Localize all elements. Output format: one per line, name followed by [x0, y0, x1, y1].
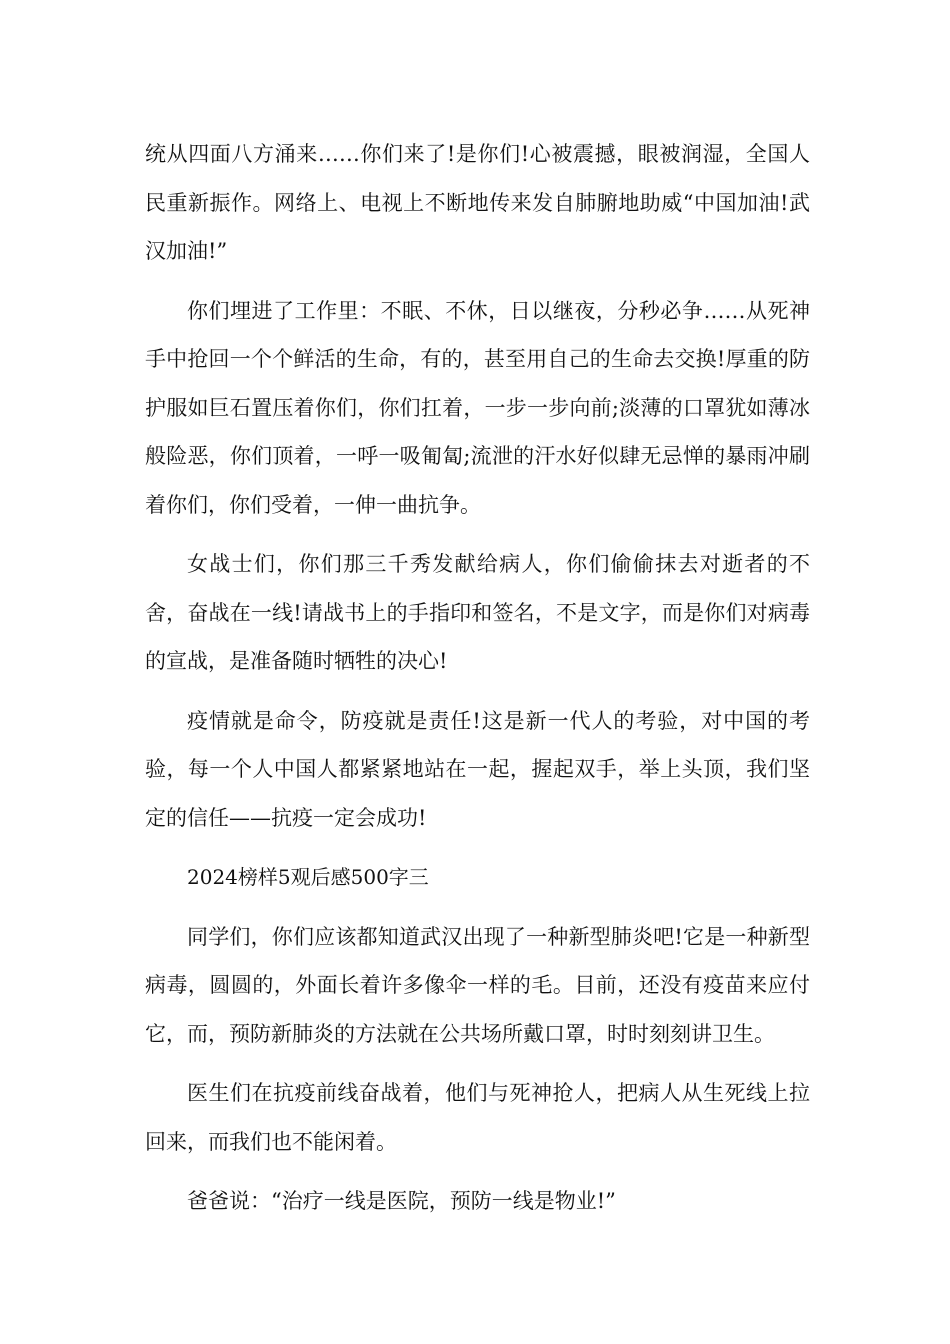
section-heading: 2024榜样5观后感500字三 [187, 865, 429, 889]
paragraph-work: 你们埋进了工作里：不眠、不休，日以继夜，分秒必争……从死神手中抢回一个个鲜活的生命，有的，甚至用自己的生命去交换!厚重的防护服如巨石置压着你们，你们扛着，一步一步向前;淡薄的口罩犹如薄冰般险恶，你们顶着，一呼一吸匍匐;流泄的汗水好似肆无忌惮的暴雨冲刷着你们，你们受着，一伸一曲抗争。 [145, 298, 810, 517]
paragraph-epidemic-command: 疫情就是命令，防疫就是责任!这是新一代人的考验，对中国的考验，每一个人中国人都紧紧地站在一起，握起双手，举上头顶，我们坚定的信任——抗疫一定会成功! [145, 708, 810, 830]
document-body [145, 130, 810, 1237]
paragraph-classmates: 同学们，你们应该都知道武汉出现了一种新型肺炎吧!它是一种新型病毒，圆圆的，外面长着许多像伞一样的毛。目前，还没有疫苗来应付它，而，预防新肺炎的方法就在公共场所戴口罩，时时刻刻讲卫生。 [145, 924, 810, 1046]
paragraph-doctors: 医生们在抗疫前线奋战着，他们与死神抢人，把病人从生死线上拉回来，而我们也不能闲着。 [145, 1081, 810, 1154]
paragraph-women-fighters: 女战士们，你们那三千秀发献给病人，你们偷偷抹去对逝者的不舍，奋战在一线!请战书上的手指印和签名，不是文字，而是你们对病毒的宣战，是准备随时牺牲的决心! [145, 552, 810, 673]
paragraph-continuation: 统从四面八方涌来……你们来了!是你们!心被震撼，眼被润湿，全国人民重新振作。网络上、电视上不断地传来发自肺腑地助威“中国加油!武汉加油!” [145, 142, 810, 263]
paragraph-father-quote: 爸爸说：“治疗一线是医院，预防一线是物业!” [187, 1189, 616, 1213]
